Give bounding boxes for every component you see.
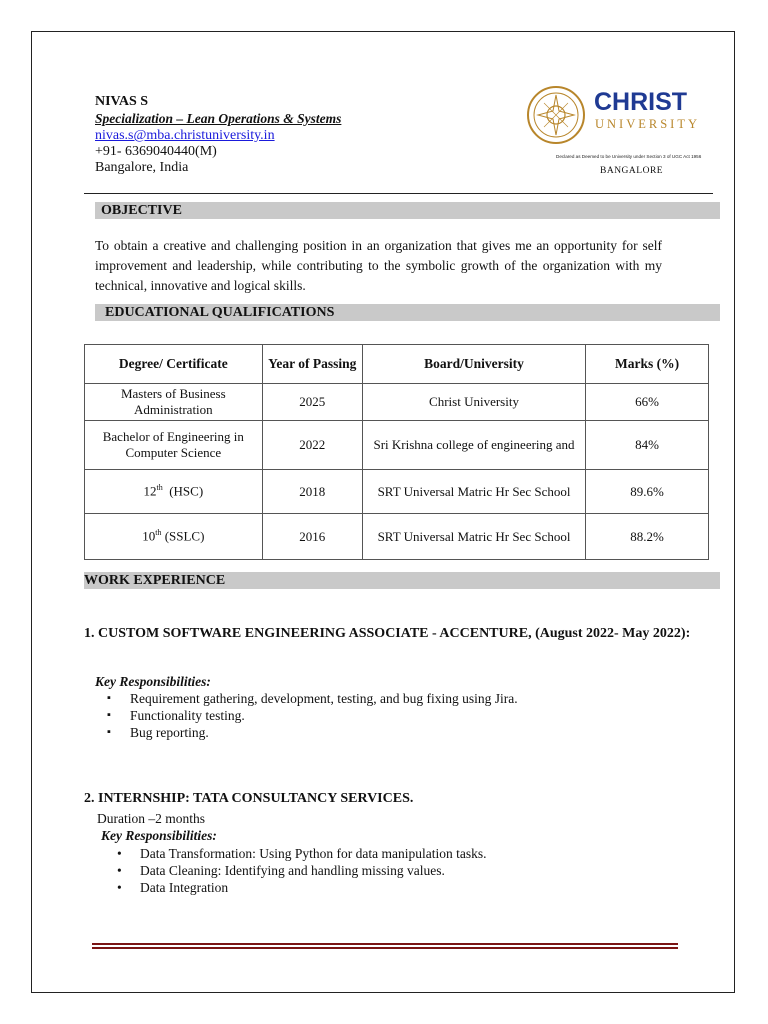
specialization: Specialization – Lean Operations & Systems: [95, 111, 342, 126]
marks-cell: 84%: [586, 421, 709, 470]
degree-type: (HSC): [162, 483, 204, 499]
year-cell: 2016: [262, 514, 362, 560]
degree-cell: [85, 514, 263, 560]
list-item: ▪ Bug reporting.: [107, 725, 209, 740]
footer-divider: [92, 943, 678, 945]
job1-responsibilities-label: Key Responsibilities:: [95, 674, 211, 689]
table-row: [85, 514, 709, 560]
logo-city: BANGALORE: [600, 166, 664, 176]
marks-cell: 66%: [586, 384, 709, 421]
board-cell: Sri Krishna college of engineering and: [362, 421, 585, 470]
candidate-name: NIVAS S: [95, 94, 149, 109]
column-header: Degree/ Certificate: [85, 345, 263, 384]
degree-cell: Bachelor of Engineering in Computer Science: [85, 421, 263, 470]
work-experience-heading: WORK EXPERIENCE: [84, 572, 720, 589]
christ-university-logo: [524, 83, 714, 167]
degree-type: (SSLC): [161, 528, 205, 544]
christ-university-seal-icon: [524, 83, 714, 167]
table-row: [85, 421, 709, 470]
list-item: ▪ Requirement gathering, development, testing, and bug fixing using Jira.: [107, 691, 518, 706]
marks-cell: 89.6%: [586, 470, 709, 514]
job2-responsibilities-list: [117, 845, 486, 896]
phone-number: +91- 6369040440(M): [95, 144, 217, 159]
bullet-icon: •: [117, 880, 122, 895]
degree-cell: Masters of Business Administration: [85, 384, 263, 421]
table-header-row: [85, 345, 709, 384]
logo-word-christ: CHRIST: [594, 88, 688, 116]
job1-title: 1. CUSTOM SOFTWARE ENGINEERING ASSOCIATE - ACCENTURE, (August 2022- May 2022):: [84, 626, 691, 641]
column-header: Year of Passing: [262, 345, 362, 384]
education-heading: EDUCATIONAL QUALIFICATIONS: [95, 304, 720, 321]
degree-cell: [85, 470, 263, 514]
footer-divider: [92, 947, 678, 949]
email-link[interactable]: nivas.s@mba.christuniversity.in: [95, 128, 275, 143]
degree-number: 10: [142, 528, 156, 544]
degree-number: 12: [143, 483, 157, 499]
degree-suffix: th: [155, 528, 162, 538]
column-header: Marks (%): [586, 345, 709, 384]
objective-heading: OBJECTIVE: [95, 202, 720, 219]
job2-duration: Duration –2 months: [97, 811, 205, 826]
list-item: • Data Transformation: Using Python for data manipulation tasks.: [117, 846, 487, 861]
job1-responsibilities-list: [107, 690, 518, 741]
job2-responsibilities-label: Key Responsibilities:: [101, 828, 217, 843]
location: Bangalore, India: [95, 160, 189, 175]
bullet-icon: •: [117, 846, 122, 861]
logo-word-university: UNIVERSITY: [595, 117, 700, 131]
table-row: [85, 384, 709, 421]
bullet-icon: ▪: [107, 709, 111, 721]
bullet-icon: •: [117, 863, 122, 878]
header-divider: [84, 193, 713, 194]
column-header: Board/University: [362, 345, 585, 384]
bullet-icon: ▪: [107, 692, 111, 704]
job2-title: 2. INTERNSHIP: TATA CONSULTANCY SERVICES.: [84, 791, 414, 806]
education-table: [84, 344, 709, 560]
bullet-icon: ▪: [107, 726, 111, 738]
marks-cell: 88.2%: [586, 514, 709, 560]
year-cell: 2018: [262, 470, 362, 514]
board-cell: Christ University: [362, 384, 585, 421]
list-item: ▪ Functionality testing.: [107, 708, 245, 723]
year-cell: 2025: [262, 384, 362, 421]
board-cell: SRT Universal Matric Hr Sec School: [362, 470, 585, 514]
logo-declared-text: Declared as Deemed to be University under Section 3 of UGC Act 1956: [556, 154, 702, 159]
objective-text: To obtain a creative and challenging position in an organization that gives me an opportunity for self improvement and leadership, while contributing to the symbolic growth of the organization with my technical, innovative and logical skills.: [95, 238, 662, 293]
list-item: • Data Integration: [117, 880, 229, 895]
list-item: • Data Cleaning: Identifying and handling missing values.: [117, 863, 445, 878]
year-cell: 2022: [262, 421, 362, 470]
table-row: [85, 470, 709, 514]
board-cell: SRT Universal Matric Hr Sec School: [362, 514, 585, 560]
degree-suffix: th: [156, 483, 163, 493]
